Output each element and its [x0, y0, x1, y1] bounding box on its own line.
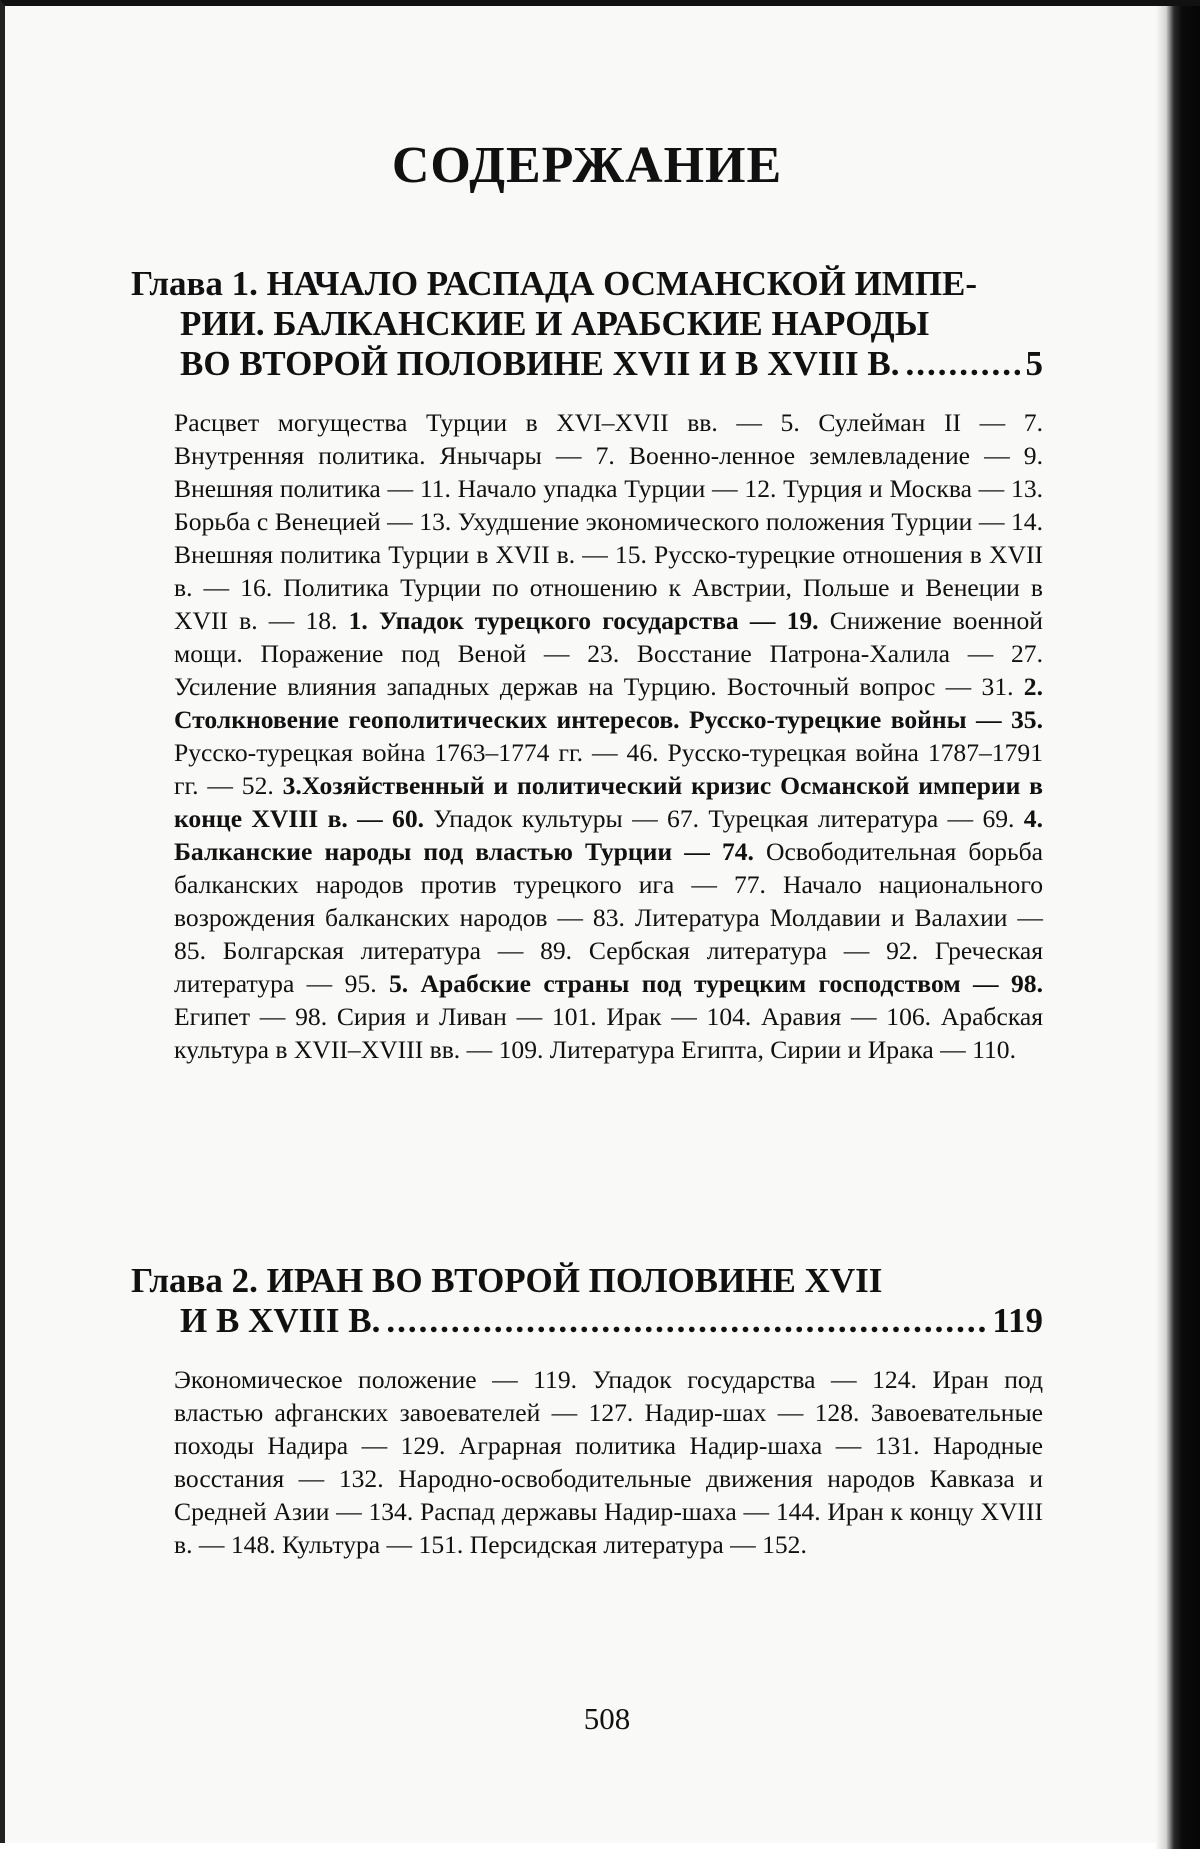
topic-entry: Начало национального возрождения балканских народов — 83.	[174, 870, 1043, 932]
topic-entry: Борьба с Венецией — 13.	[174, 507, 458, 536]
section-entry: 5. Арабские страны под турецким господством — 98.	[388, 969, 1043, 998]
topic-entry: Турция и Москва — 13.	[783, 474, 1044, 503]
chapter-heading-line: Глава 1. НАЧАЛО РАСПАДА ОСМАНСКОЙ ИМПЕ-	[131, 264, 978, 303]
section-entry: 2. Столкновение геополитических интересов. Русско-турецкие войны — 35.	[174, 672, 1043, 734]
topic-entry: Сирия и Ливан — 101.	[336, 1002, 607, 1031]
chapter-heading	[131, 264, 1043, 384]
topic-entry: Народно-освободительные движения народов Кавказа и Средней Азии — 134.	[174, 1464, 1043, 1526]
chapter-page-number: 5	[1025, 344, 1043, 383]
chapter-heading-line: Глава 2. ИРАН ВО ВТОРОЙ ПОЛОВИНЕ XVII	[131, 1261, 883, 1300]
chapter-heading	[131, 1261, 1043, 1341]
topic-entry: Освободительная борьба балканских народов против турецкого ига — 77.	[174, 837, 1043, 899]
topic-entry: Упадок государства — 124.	[592, 1365, 933, 1394]
topic-entry: Сербская литература — 92.	[588, 936, 935, 965]
section-entry: 3.Хозяйственный и политический кризис Османской империи в конце XVIII в. — 60.	[174, 771, 1043, 833]
topic-entry: Надир-шах — 128.	[644, 1398, 871, 1427]
topic-entry: Начало упадка Турции — 12.	[457, 474, 784, 503]
topic-entry: Расцвет могущества Турции в XVI–XVII вв. — 5.	[174, 408, 819, 437]
chapter-heading-line: И В XVIII В.	[180, 1301, 381, 1340]
topic-entry: Русско-турецкие отношения в XVII в. — 16.	[174, 540, 1043, 602]
topic-entry: Персидская литература — 152.	[469, 1530, 807, 1559]
chapter-1	[131, 264, 1043, 1066]
topic-entry: Завоевательные походы Надира — 129.	[174, 1398, 1043, 1460]
topic-entry: Русско-турецкая война 1787–1791 гг. — 52.	[174, 738, 1043, 800]
topic-entry: Болгарская литература — 89.	[222, 936, 589, 965]
chapter-heading-last-line	[131, 1301, 1043, 1341]
topic-entry: Литература Молдавии и Валахии — 85.	[174, 903, 1044, 965]
topic-entry: Греческая литература — 95.	[174, 936, 1044, 998]
topic-entry: Культура — 151.	[282, 1530, 470, 1559]
topic-entry: Упадок культуры — 67.	[433, 804, 709, 833]
section-entry: 1. Упадок турецкого государства — 19.	[348, 606, 830, 635]
topic-entry: Внешняя политика Турции в XVII в. — 15.	[174, 540, 655, 569]
topic-entry: Аравия — 106.	[761, 1002, 941, 1031]
dot-leader	[386, 1301, 986, 1341]
chapter-heading-line: РИИ. БАЛКАНСКИЕ И АРАБСКИЕ НАРОДЫ	[180, 304, 930, 343]
topic-entry: Турецкая литература — 69.	[708, 804, 1024, 833]
topic-entry: Сулейман II — 7.	[818, 408, 1043, 437]
chapter-2	[131, 1261, 1043, 1561]
topic-entry: Внешняя политика — 11.	[174, 474, 458, 503]
topic-entry: Арабская культура в XVII–XVIII вв. — 109.	[174, 1002, 1043, 1064]
topic-entry: Военно-ленное землевладение — 9.	[628, 441, 1044, 470]
topic-entry: Иран под властью афганских завоевателей — 127.	[174, 1365, 1043, 1427]
section-entry: 4. Балканские народы под властью Турции — 74.	[174, 804, 1043, 866]
page-title: СОДЕРЖАНИЕ	[391, 137, 783, 194]
topic-entry: Политика Турции по отношению к Австрии, Польше и Венеции в XVII в. — 18.	[174, 573, 1044, 635]
topic-entry: Египет — 98.	[174, 1002, 337, 1031]
topic-entry: Усиление влияния западных держав на Турцию. Восточный вопрос — 31.	[174, 672, 1024, 701]
topic-entry: Восстание Патрона-Халила — 27.	[636, 639, 1043, 668]
topic-entry: Литература Египта, Сирии и Ирака — 110.	[549, 1035, 1016, 1064]
chapter-heading-last-line	[131, 344, 1043, 384]
dot-leader	[905, 344, 1019, 384]
chapter-page-number: 119	[992, 1301, 1043, 1340]
topic-entry: Распад державы Надир-шаха — 144.	[419, 1497, 828, 1526]
topic-entry: Снижение военной мощи. Поражение под Веной — 23.	[174, 606, 1043, 668]
chapter-summary	[131, 1341, 1043, 1561]
topic-entry: Аграрная политика Надир-шаха — 131.	[458, 1431, 934, 1460]
topic-entry: Внутренняя политика. Янычары — 7.	[174, 441, 629, 470]
topic-entry: Ухудшение экономического положения Турции — 14.	[457, 507, 1043, 536]
topic-entry: Русско-турецкая война 1763–1774 гг. — 46.	[174, 738, 668, 767]
topic-entry: Народные восстания — 132.	[174, 1431, 1043, 1493]
topic-entry: Экономическое положение — 119.	[174, 1365, 593, 1394]
topic-entry: Ирак — 104.	[606, 1002, 762, 1031]
chapter-heading-line: ВО ВТОРОЙ ПОЛОВИНЕ XVII И В XVIII В.	[180, 344, 900, 383]
topic-entry: Иран к концу XVIII в. — 148.	[174, 1497, 1043, 1559]
chapter-summary	[131, 384, 1043, 1066]
page-number: 508	[583, 1701, 631, 1736]
scan-edge-shadow	[1156, 6, 1200, 1849]
